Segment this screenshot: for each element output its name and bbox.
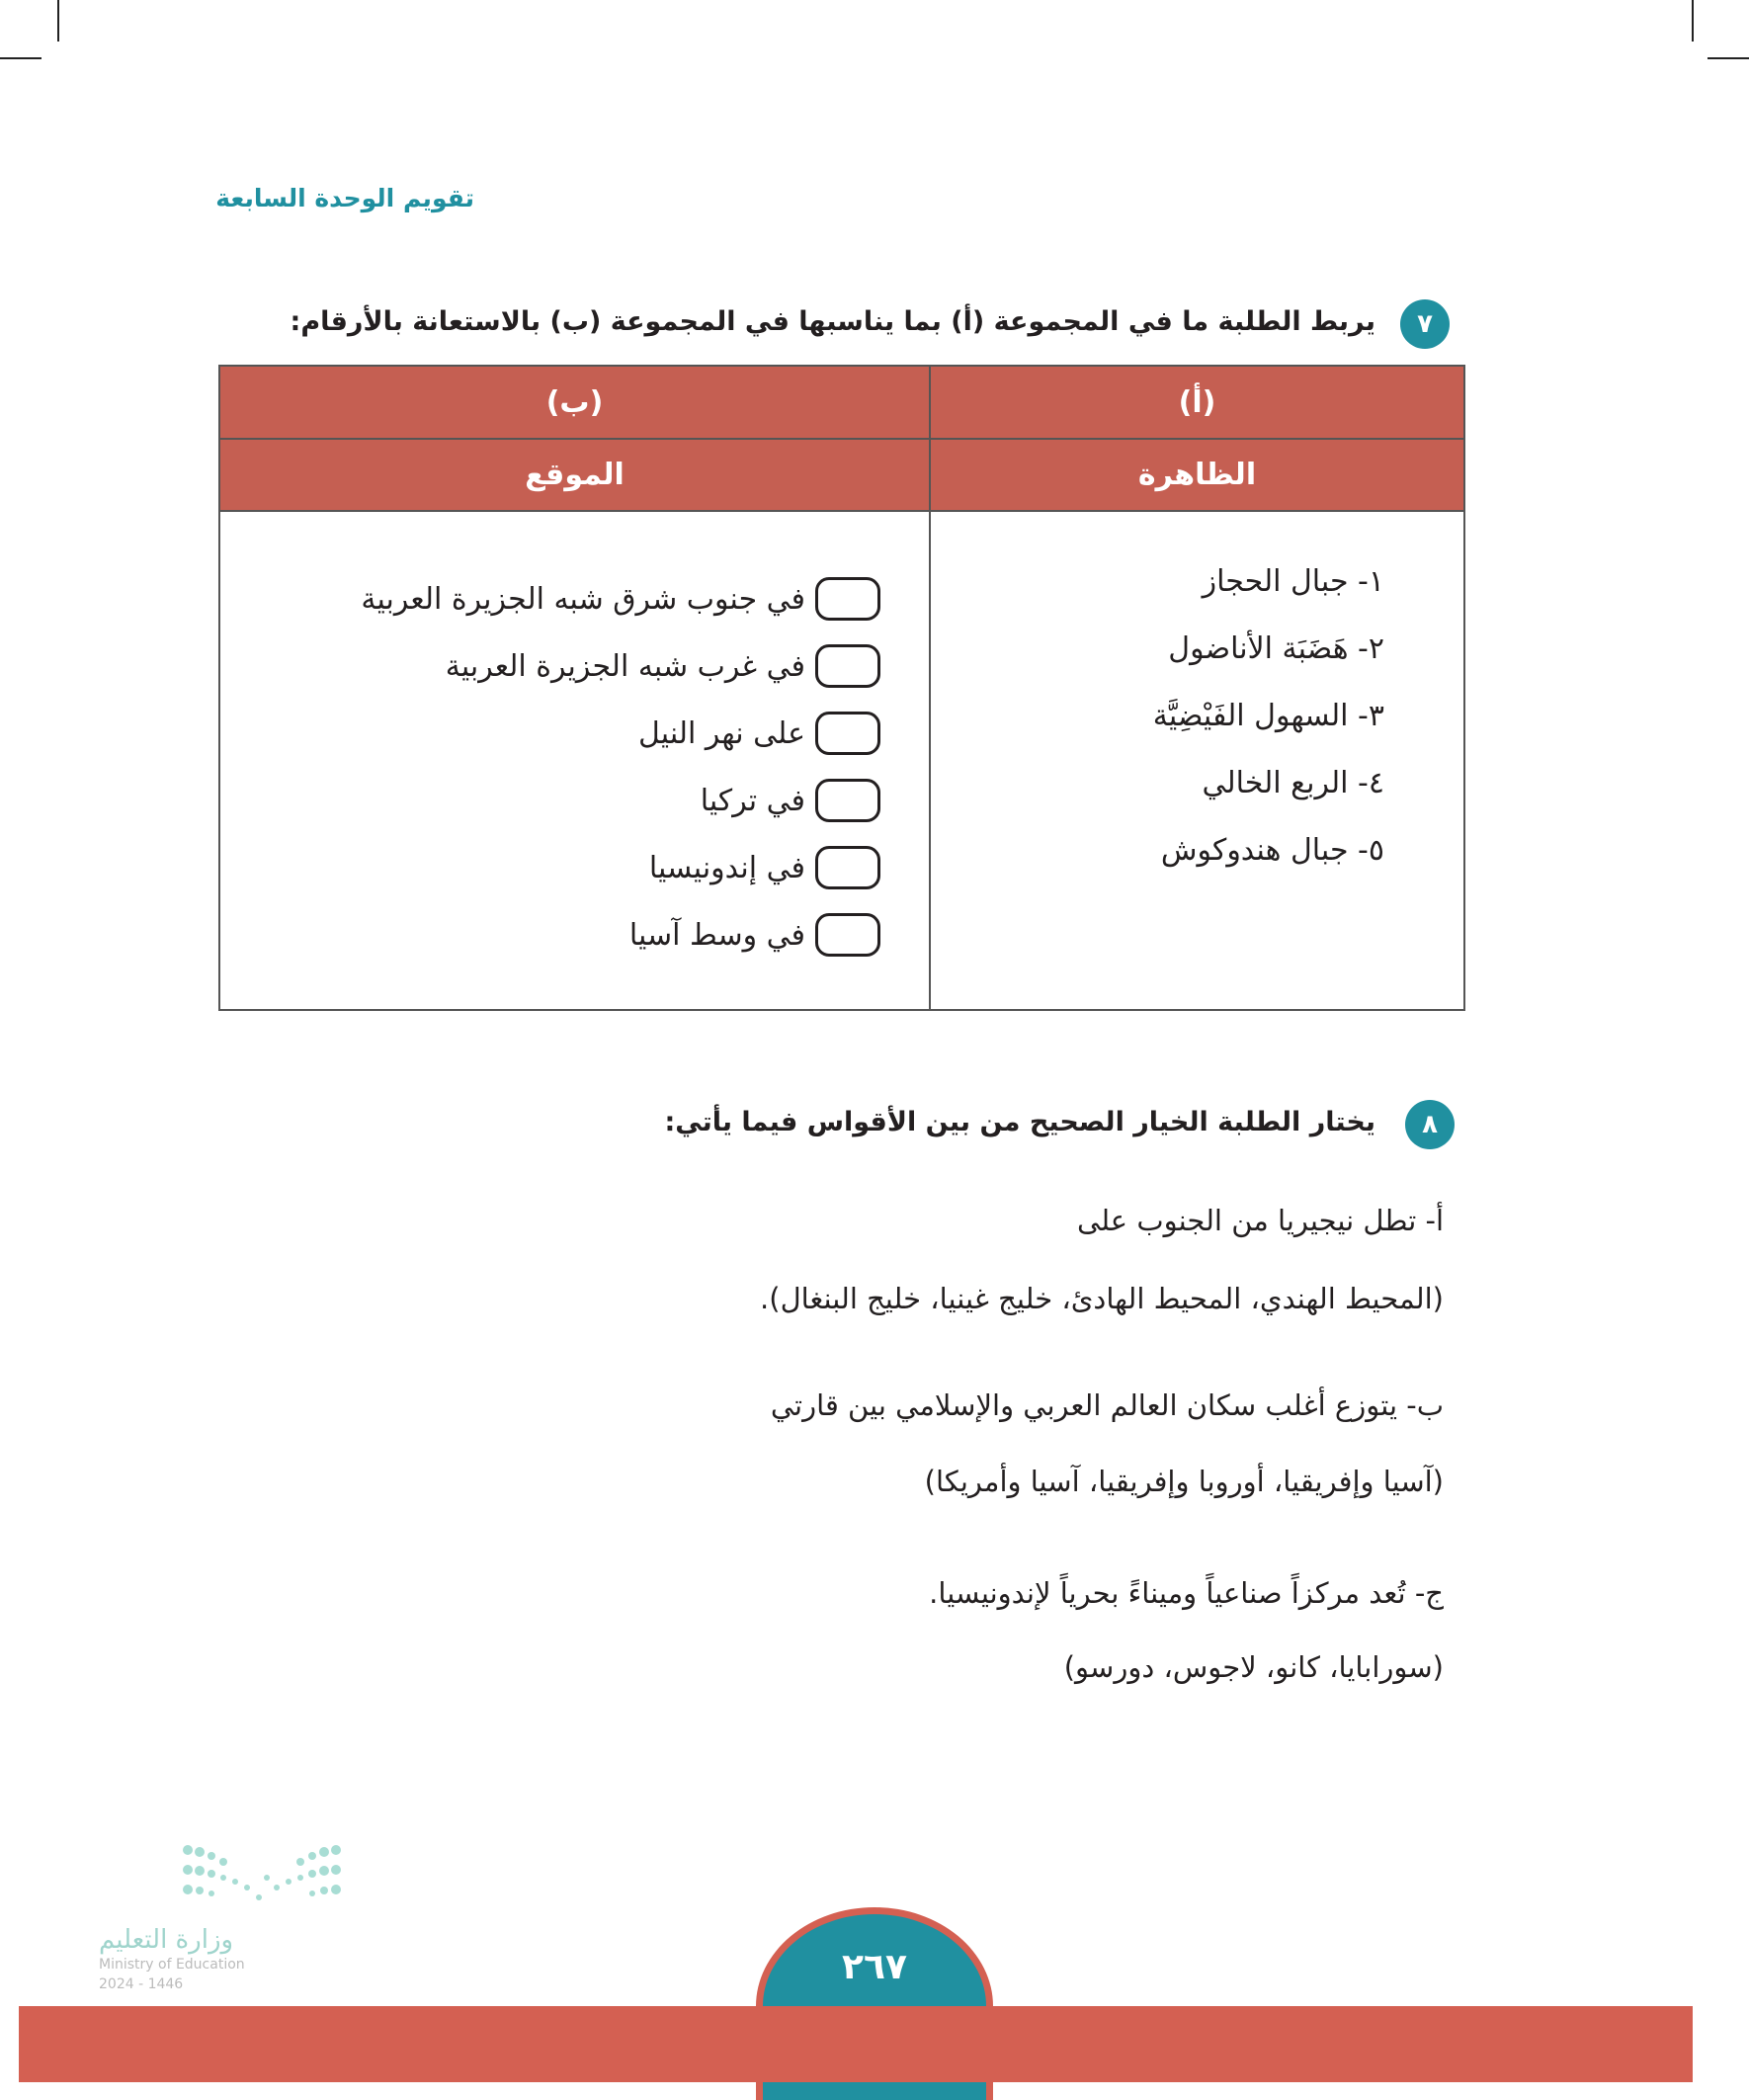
item-b-text: على نهر النيل	[638, 715, 805, 751]
logo-arabic: وزارة التعليم	[99, 1925, 234, 1955]
answer-box[interactable]	[815, 712, 880, 755]
col-a-label: (أ)	[931, 367, 1463, 440]
crop-mark	[1707, 57, 1749, 59]
q8-b-options: (آسيا وإفريقيا، أوروبا وإفريقيا، آسيا وأمريكا)	[924, 1465, 1444, 1498]
q8-c-options: (سورابايا، كانو، لاجوس، دورسو)	[1063, 1650, 1444, 1684]
item-a: ١- جبال الحجاز	[1202, 564, 1384, 599]
question-7-text: يربط الطلبة ما في المجموعة (أ) بما يناسبها في المجموعة (ب) بالاستعانة بالأرقام:	[290, 306, 1375, 337]
answer-box[interactable]	[815, 644, 880, 688]
item-b	[446, 644, 880, 688]
item-b-text: في وسط آسيا	[628, 917, 805, 953]
item-b	[638, 712, 880, 755]
col-a-header: الظاهرة	[931, 440, 1463, 512]
column-divider	[929, 367, 931, 1009]
unit-title: تقويم الوحدة السابعة	[215, 184, 474, 212]
page-number: ٢٦٧	[842, 1947, 907, 1987]
q8-b-question: ب- يتوزع أغلب سكان العالم العربي والإسلامي بين قارتي	[770, 1388, 1444, 1422]
logo-dots-icon	[178, 1838, 356, 1917]
item-b-text: في غرب شبه الجزيرة العربية	[445, 648, 805, 684]
logo-year: 2024 - 1446	[99, 1976, 184, 1992]
crop-mark	[57, 0, 59, 42]
item-b	[361, 577, 880, 621]
answer-box[interactable]	[815, 577, 880, 621]
item-b	[649, 846, 880, 889]
item-a: ٥- جبال هندوكوش	[1160, 833, 1384, 868]
q8-a-question: أ- تطل نيجيريا من الجنوب على	[1077, 1204, 1444, 1237]
footer-bar	[19, 2006, 1693, 2082]
col-b-header: الموقع	[220, 440, 929, 512]
matching-table	[218, 365, 1465, 1011]
item-a: ٣- السهول الفَيْضِيَّة	[1152, 699, 1384, 733]
crop-mark	[0, 57, 42, 59]
item-b-text: في جنوب شرق شبه الجزيرة العربية	[361, 581, 805, 617]
item-a: ٤- الربع الخالي	[1202, 766, 1384, 800]
col-b-label: (ب)	[220, 367, 929, 440]
item-b-text: في إندونيسيا	[648, 850, 805, 885]
item-b-text: في تركيا	[700, 783, 805, 818]
item-b	[629, 913, 880, 957]
question-8-badge: ٨	[1405, 1100, 1455, 1149]
item-b	[701, 779, 880, 822]
crop-mark	[1692, 0, 1694, 42]
q8-a-options: (المحيط الهندي، المحيط الهادئ، خليج غينيا، خليج البنغال).	[760, 1282, 1444, 1315]
answer-box[interactable]	[815, 846, 880, 889]
item-a: ٢- هَضَبَة الأناضول	[1168, 631, 1384, 666]
question-8-text: يختار الطلبة الخيار الصحيح من بين الأقواس فيما يأتي:	[664, 1107, 1375, 1137]
answer-box[interactable]	[815, 779, 880, 822]
answer-box[interactable]	[815, 913, 880, 957]
logo-english: Ministry of Education	[99, 1957, 245, 1973]
ministry-logo	[94, 1838, 351, 2001]
q8-c-question: ج- تُعد مركزاً صناعياً وميناءً بحرياً لإندونيسيا.	[929, 1576, 1444, 1610]
question-7-badge: ٧	[1400, 299, 1450, 349]
